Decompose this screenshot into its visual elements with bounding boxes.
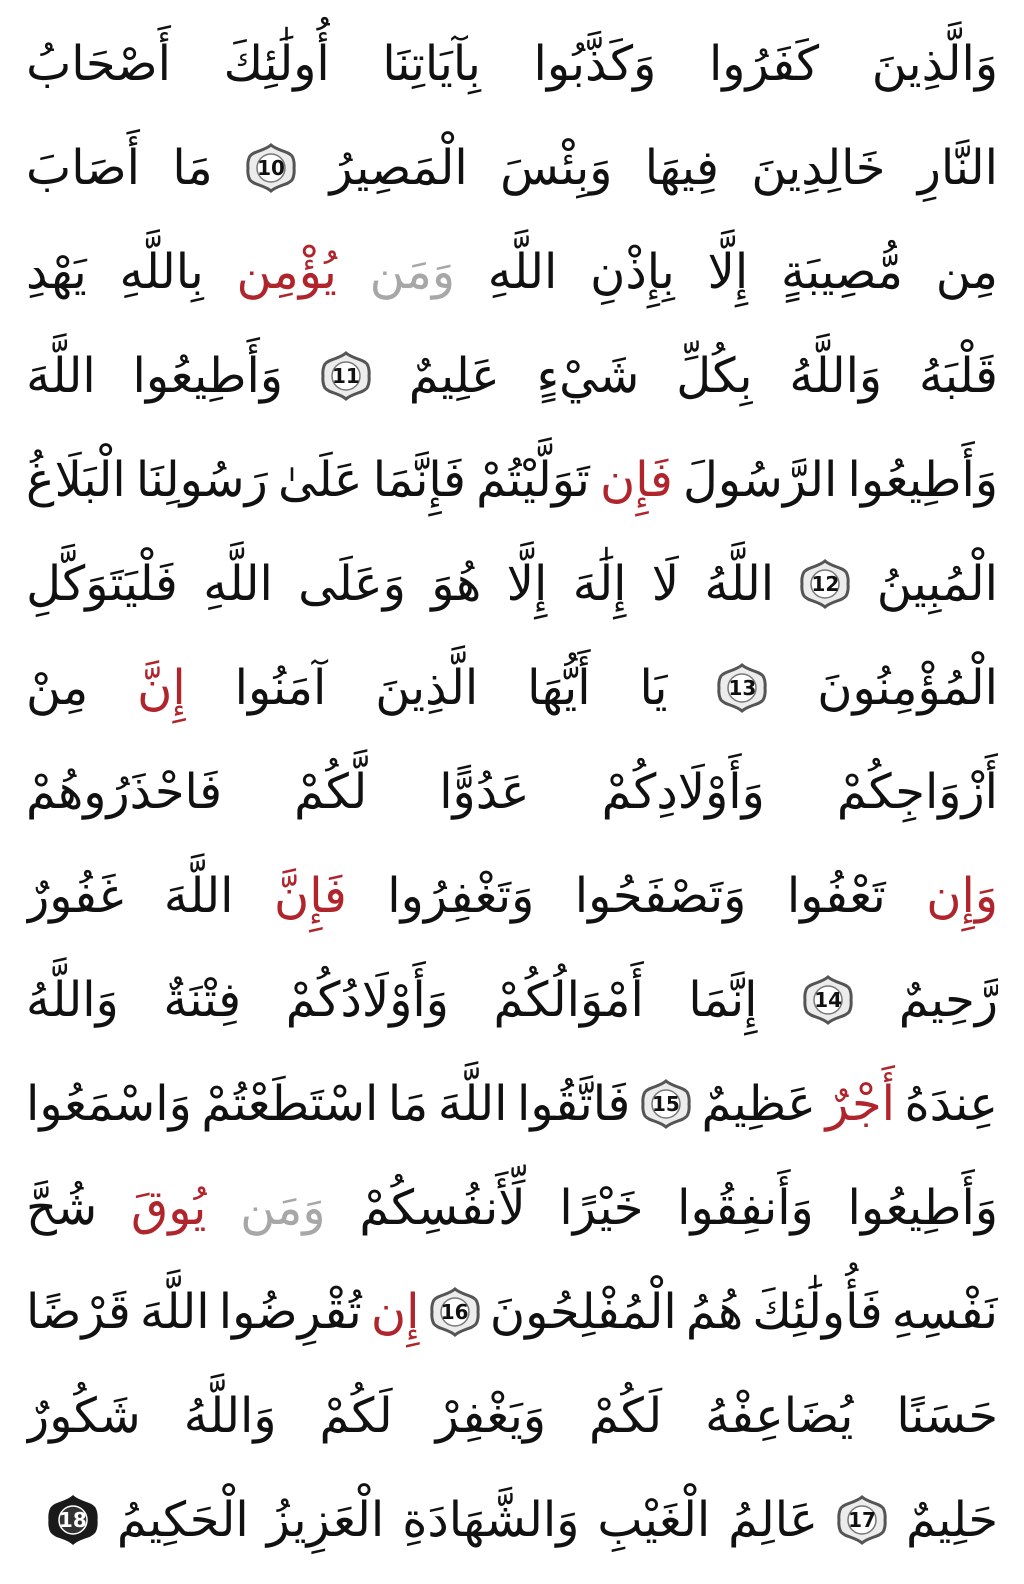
word: وَتَصْفَحُوا xyxy=(574,868,747,924)
ayah-number-marker xyxy=(802,974,854,1026)
verse-line-4 xyxy=(26,326,998,426)
word: اللَّهِ xyxy=(203,556,273,612)
word: أَزْوَاجِكُمْ xyxy=(836,764,998,820)
word: تَوَلَّيْتُمْ xyxy=(476,452,590,508)
ayah-number: 12 xyxy=(811,572,840,596)
word: وَأَوْلَادِكُمْ xyxy=(601,764,765,820)
word: أُولَٰئِكَ xyxy=(223,36,330,92)
verse-line-10 xyxy=(26,950,998,1050)
ayah-number: 17 xyxy=(848,1508,876,1532)
ayah-number: 13 xyxy=(728,676,757,700)
word: وَيَغْفِرْ xyxy=(435,1388,547,1444)
word: قَلْبَهُ xyxy=(918,348,998,404)
word: اللَّهَ xyxy=(437,1076,508,1132)
verse-line-15 xyxy=(26,1470,998,1570)
word: خَالِدِينَ xyxy=(751,140,886,196)
verse-line-3 xyxy=(26,222,998,322)
ayah-number: 11 xyxy=(331,364,360,388)
word: حَلِيمٌ xyxy=(906,1492,998,1548)
word: مِنْ xyxy=(26,660,89,716)
word: إِلَٰهَ xyxy=(572,556,627,612)
word: لَّكُمْ xyxy=(294,764,368,820)
word: مَا xyxy=(172,140,213,196)
word: بِاللَّهِ xyxy=(119,244,204,300)
word: وَاللَّهُ xyxy=(26,972,119,1028)
word: إِن xyxy=(370,1284,420,1340)
word: الْحَكِيمُ xyxy=(116,1492,249,1548)
word: وَالشَّهَادَةِ xyxy=(402,1492,580,1548)
word: الْعَزِيزُ xyxy=(266,1492,385,1548)
word: فَلْيَتَوَكَّلِ xyxy=(26,556,178,612)
word: اللَّهِ xyxy=(487,244,558,300)
word: بِإِذْنِ xyxy=(590,244,675,300)
word: خَيْرًا xyxy=(559,1180,644,1236)
word: قَرْضًا xyxy=(26,1284,131,1340)
word: عَدُوًّا xyxy=(439,764,530,820)
word: يَهْدِ xyxy=(26,244,87,300)
word: اللَّهُ xyxy=(704,556,775,612)
word: فَاحْذَرُوهُمْ xyxy=(26,764,223,820)
word: عَلِيمٌ xyxy=(408,348,500,404)
word: يَا xyxy=(639,660,668,716)
word: وَعَلَى xyxy=(298,556,406,612)
verse-line-7 xyxy=(26,638,998,738)
word: وَتَغْفِرُوا xyxy=(387,868,535,924)
word: تُقْرِضُوا xyxy=(218,1284,362,1340)
verse-line-11 xyxy=(26,1054,998,1154)
ayah-number: 14 xyxy=(814,988,843,1012)
word: هُوَ xyxy=(431,556,482,612)
ayah-number: 18 xyxy=(58,1508,87,1532)
word: أَصَابَ xyxy=(26,140,140,196)
word: وَاللَّهُ xyxy=(789,348,883,404)
surah-end-marker xyxy=(47,1494,99,1546)
verse-line-6 xyxy=(26,534,998,634)
word: عَلَىٰ xyxy=(277,452,363,508)
verse-line-14 xyxy=(26,1366,998,1466)
word: شَكُورٌ xyxy=(26,1388,141,1444)
word: غَفُورٌ xyxy=(26,868,124,924)
word: مَا xyxy=(387,1076,429,1132)
word: وَمَن xyxy=(240,1180,326,1236)
word: النَّارِ xyxy=(917,140,998,196)
word: الْغَيْبِ xyxy=(597,1492,711,1548)
ayah-number: 16 xyxy=(440,1300,469,1324)
verse-line-5 xyxy=(26,430,998,530)
ayah-number: 10 xyxy=(257,156,285,180)
word: إِلَّا xyxy=(506,556,548,612)
word: فِتْنَةٌ xyxy=(163,972,242,1028)
word: الْبَلَاغُ xyxy=(26,452,126,508)
word: وَإِن xyxy=(926,868,998,924)
word: وَالَّذِينَ xyxy=(871,36,998,92)
word: أَيُّهَا xyxy=(527,660,591,716)
word: فِيهَا xyxy=(644,140,719,196)
word: لَكُمْ xyxy=(589,1388,663,1444)
word: وَأَوْلَادُكُمْ xyxy=(285,972,449,1028)
ayah-number: 15 xyxy=(651,1092,680,1116)
word: يُؤْمِن xyxy=(236,244,337,300)
ayah-number-marker xyxy=(429,1286,481,1338)
word: الَّذِينَ xyxy=(375,660,479,716)
word: كَفَرُوا xyxy=(708,36,820,92)
word: تَعْفُوا xyxy=(786,868,886,924)
word: حَسَنًا xyxy=(896,1388,998,1444)
word: الْمُبِينُ xyxy=(876,556,998,612)
word: هُمُ xyxy=(685,1284,744,1340)
word: وَأَنفِقُوا xyxy=(677,1180,814,1236)
word: اللَّهَ xyxy=(26,348,96,404)
word: وَاسْمَعُوا xyxy=(26,1076,192,1132)
ayah-number-marker xyxy=(320,350,372,402)
word: وَبِئْسَ xyxy=(500,140,613,196)
word: فَإِنَّ xyxy=(273,868,347,924)
word: اسْتَطَعْتُمْ xyxy=(201,1076,379,1132)
word: وَمَن xyxy=(369,244,456,300)
word: الْمُفْلِحُونَ xyxy=(489,1284,677,1340)
word: نَفْسِهِ xyxy=(891,1284,998,1340)
word: فَاتَّقُوا xyxy=(516,1076,631,1132)
word: أَصْحَابُ xyxy=(26,36,171,92)
word: إِنَّمَا xyxy=(688,972,758,1028)
word: فَإِن xyxy=(600,452,673,508)
word: وَأَطِيعُوا xyxy=(847,1180,998,1236)
verse-line-1 xyxy=(26,14,998,114)
word: يُضَاعِفْهُ xyxy=(705,1388,854,1444)
word: فَإِنَّمَا xyxy=(372,452,466,508)
ayah-number-marker xyxy=(640,1078,692,1130)
word: آمَنُوا xyxy=(234,660,327,716)
ayah-number-marker xyxy=(245,142,297,194)
word: إِنَّ xyxy=(137,660,186,716)
word: شُحَّ xyxy=(26,1180,98,1236)
word: لَكُمْ xyxy=(319,1388,393,1444)
word: الرَّسُولَ xyxy=(683,452,838,508)
word: لِّأَنفُسِكُمْ xyxy=(359,1180,526,1236)
word: مِن xyxy=(935,244,998,300)
word: رَّحِيمٌ xyxy=(898,972,998,1028)
word: عِندَهُ xyxy=(904,1076,998,1132)
word: رَسُولِنَا xyxy=(135,452,268,508)
ayah-number-marker xyxy=(799,558,851,610)
word: إِلَّا xyxy=(707,244,749,300)
word: فَأُولَٰئِكَ xyxy=(752,1284,883,1340)
verse-line-9 xyxy=(26,846,998,946)
word: وَأَطِيعُوا xyxy=(847,452,998,508)
word: الْمُؤْمِنُونَ xyxy=(817,660,998,716)
word: وَاللَّهُ xyxy=(183,1388,277,1444)
word: وَأَطِيعُوا xyxy=(132,348,284,404)
word: شَيْءٍ xyxy=(536,348,640,404)
word: عَالِمُ xyxy=(728,1492,818,1548)
word: لَا xyxy=(651,556,680,612)
word: وَكَذَّبُوا xyxy=(533,36,657,92)
word: أَجْرٌ xyxy=(825,1076,895,1132)
verse-line-2 xyxy=(26,118,998,218)
word: بِآيَاتِنَا xyxy=(382,36,481,92)
verse-line-13 xyxy=(26,1262,998,1362)
ayah-number-marker xyxy=(836,1494,888,1546)
word: مُّصِيبَةٍ xyxy=(780,244,903,300)
verse-line-8 xyxy=(26,742,998,842)
word: بِكُلِّ xyxy=(676,348,753,404)
word: يُوقَ xyxy=(130,1180,207,1236)
verse-lines xyxy=(26,14,998,1570)
verse-line-12 xyxy=(26,1158,998,1258)
word: أَمْوَالُكُمْ xyxy=(493,972,644,1028)
word: اللَّهَ xyxy=(163,868,234,924)
word: الْمَصِيرُ xyxy=(329,140,468,196)
word: اللَّهَ xyxy=(140,1284,210,1340)
ayah-number-marker xyxy=(716,662,768,714)
word: عَظِيمٌ xyxy=(701,1076,816,1132)
